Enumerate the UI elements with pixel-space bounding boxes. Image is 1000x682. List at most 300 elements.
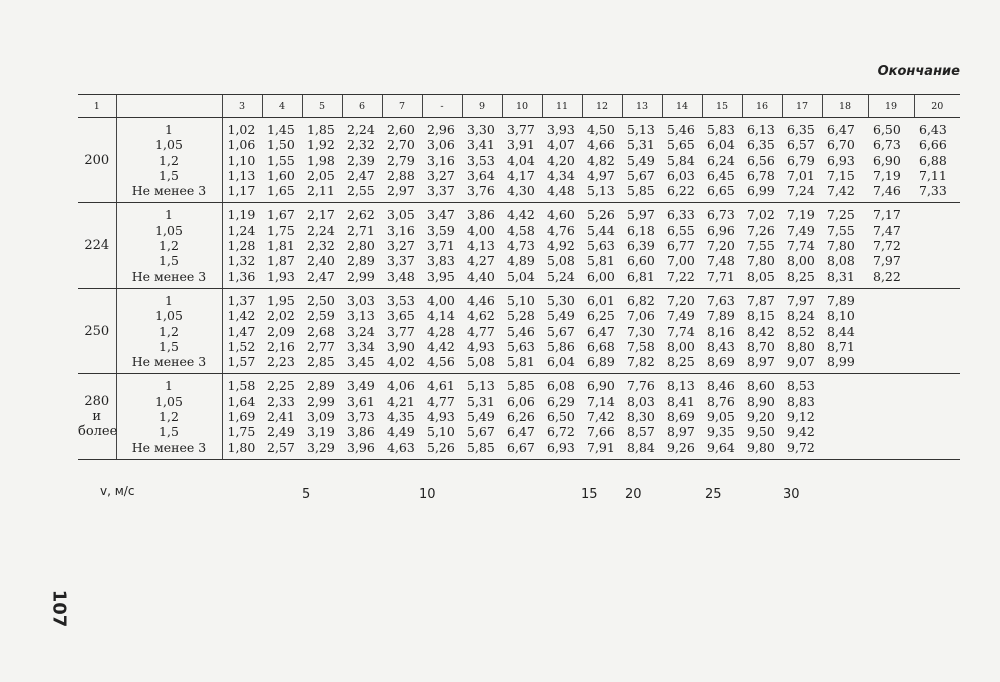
- power-value: 5,10: [507, 292, 535, 308]
- value-cell: [422, 374, 462, 459]
- power-value: 7,15: [827, 167, 855, 183]
- power-value: 9,72: [787, 439, 815, 455]
- power-value: 7,82: [627, 354, 655, 370]
- power-value: 8,84: [627, 439, 655, 455]
- power-value: 5,49: [547, 308, 575, 324]
- power-value: 6,68: [587, 338, 615, 354]
- power-value: 7,26: [747, 222, 775, 238]
- ratio-value: Не менее 3: [131, 268, 207, 284]
- power-value: 7,20: [667, 292, 695, 308]
- power-value: 7,30: [627, 323, 655, 339]
- power-value: 3,71: [427, 238, 455, 254]
- power-value: 6,50: [547, 409, 575, 425]
- power-value: 4,60: [547, 207, 575, 223]
- value-cell: [822, 118, 868, 203]
- value-cell: [868, 118, 914, 203]
- value-cell: [662, 203, 702, 288]
- value-cell: [914, 288, 960, 373]
- value-cell: [742, 118, 782, 203]
- value-cell: [702, 118, 742, 203]
- power-value: 2,25: [267, 378, 295, 394]
- power-value: 6,78: [747, 167, 775, 183]
- power-value: 5,67: [467, 424, 495, 440]
- power-value: 5,81: [587, 253, 615, 269]
- page-number: 107: [48, 589, 70, 628]
- column-header: 4: [262, 95, 302, 118]
- power-value: 7,01: [787, 167, 815, 183]
- power-value: 3,61: [347, 393, 375, 409]
- power-value: 3,41: [467, 137, 495, 153]
- power-value: 9,80: [747, 439, 775, 455]
- power-value: 5,28: [507, 308, 535, 324]
- value-cell: [782, 288, 822, 373]
- value-cell: [582, 288, 622, 373]
- power-value: 1,98: [307, 152, 335, 168]
- power-value: 5,86: [547, 338, 575, 354]
- power-value: 2,17: [307, 207, 335, 223]
- power-value: 3,13: [347, 308, 375, 324]
- ratio-value: 1: [165, 122, 173, 137]
- power-value: 6,99: [747, 183, 775, 199]
- ratio-value: 1: [165, 207, 173, 223]
- power-value: 7,49: [787, 222, 815, 238]
- power-value: 1,45: [267, 122, 295, 137]
- velocity-tick: 30: [783, 487, 800, 502]
- power-value: 1,02: [227, 122, 256, 137]
- power-value: 5,84: [667, 152, 695, 168]
- power-value: 5,83: [707, 122, 735, 137]
- power-value: 1,85: [307, 122, 335, 137]
- power-value: 3,48: [387, 268, 415, 284]
- power-value: 8,25: [667, 354, 695, 370]
- power-value: 6,90: [873, 152, 901, 168]
- power-value: 4,63: [387, 439, 415, 455]
- power-value: 6,33: [667, 207, 695, 223]
- power-value: 6,01: [587, 292, 615, 308]
- velocity-tick: 20: [625, 487, 642, 502]
- power-value: 1,60: [267, 167, 295, 183]
- power-value: 8,30: [627, 409, 655, 425]
- power-value: 2,05: [307, 167, 335, 183]
- power-value: 1,17: [227, 183, 256, 199]
- power-value: 6,60: [627, 253, 655, 269]
- value-cell: [222, 203, 262, 288]
- power-value: 7,19: [873, 167, 901, 183]
- power-value: 7,89: [707, 308, 735, 324]
- power-value: 6,66: [919, 137, 947, 153]
- power-value: 2,24: [347, 122, 375, 137]
- power-value: 2,33: [267, 393, 295, 409]
- velocity-tick: 25: [705, 487, 722, 502]
- value-cell: [342, 288, 382, 373]
- value-cell: [742, 203, 782, 288]
- power-value: 6,67: [507, 439, 535, 455]
- power-value: 2,80: [347, 238, 375, 254]
- power-value: 6,57: [787, 137, 815, 153]
- power-value: 3,83: [427, 253, 455, 269]
- column-header: 5: [302, 95, 342, 118]
- power-value: 2,70: [387, 137, 415, 153]
- power-value: 1,81: [267, 238, 295, 254]
- power-value: 3,37: [427, 183, 455, 199]
- power-value: 3,49: [347, 378, 375, 394]
- power-value: 2,16: [267, 338, 295, 354]
- power-value: 2,77: [307, 338, 335, 354]
- power-value: 1,69: [227, 409, 256, 425]
- column-header: 9: [462, 95, 502, 118]
- power-value: 7,49: [667, 308, 695, 324]
- power-value: 9,07: [787, 354, 815, 370]
- power-value: 8,42: [747, 323, 775, 339]
- power-value: 4,77: [427, 393, 455, 409]
- power-value: 3,65: [387, 308, 415, 324]
- power-value: 3,16: [387, 222, 415, 238]
- power-value: 1,80: [227, 439, 256, 455]
- column-header: 11: [542, 95, 582, 118]
- value-cell: [222, 118, 262, 203]
- power-value: 8,16: [707, 323, 735, 339]
- value-cell: [342, 374, 382, 459]
- value-cell: [742, 374, 782, 459]
- power-value: 6,73: [873, 137, 901, 153]
- power-value: 3,27: [427, 167, 455, 183]
- power-value: 7,06: [627, 308, 655, 324]
- power-value: 1,92: [307, 137, 335, 153]
- value-cell: [782, 118, 822, 203]
- power-value: 7,76: [627, 378, 655, 394]
- power-value: 1,52: [227, 338, 256, 354]
- power-value: 5,13: [467, 378, 495, 394]
- power-value: 2,79: [387, 152, 415, 168]
- power-value: 3,76: [467, 183, 495, 199]
- power-value: 1,67: [267, 207, 295, 223]
- power-value: 9,05: [707, 409, 735, 425]
- power-value: 3,24: [347, 323, 375, 339]
- power-value: 5,31: [467, 393, 495, 409]
- value-cell: [822, 288, 868, 373]
- power-value: 6,35: [787, 122, 815, 137]
- value-cell: [542, 288, 582, 373]
- value-cell: [542, 374, 582, 459]
- power-value: 6,93: [547, 439, 575, 455]
- power-value: 2,02: [267, 308, 295, 324]
- power-value: 1,13: [227, 167, 256, 183]
- power-value: 4,49: [387, 424, 415, 440]
- power-value: 7,74: [667, 323, 695, 339]
- power-value: 8,15: [747, 308, 775, 324]
- power-value: 8,97: [667, 424, 695, 440]
- power-value: 1,42: [227, 308, 256, 324]
- power-value: 5,30: [547, 292, 575, 308]
- power-value: 4,66: [587, 137, 615, 153]
- power-value: 4,30: [507, 183, 535, 199]
- value-cell: [622, 288, 662, 373]
- value-cell: [342, 203, 382, 288]
- power-value: 2,68: [307, 323, 335, 339]
- power-value: 7,91: [587, 439, 615, 455]
- power-value: 5,13: [627, 122, 655, 137]
- power-value: 6,65: [707, 183, 735, 199]
- power-value: 3,77: [507, 122, 535, 137]
- value-cell: [782, 203, 822, 288]
- power-value: 2,71: [347, 222, 375, 238]
- power-value: 2,32: [307, 238, 335, 254]
- data-table: [78, 94, 960, 460]
- velocity-axis: [78, 484, 960, 508]
- column-header: 3: [222, 95, 262, 118]
- power-value: 7,24: [787, 183, 815, 199]
- power-value: 2,89: [347, 253, 375, 269]
- power-value: 2,47: [347, 167, 375, 183]
- power-value: 9,12: [787, 409, 815, 425]
- power-value: 5,49: [627, 152, 655, 168]
- value-cell: [702, 203, 742, 288]
- power-value: 1,87: [267, 253, 295, 269]
- power-value: 6,77: [667, 238, 695, 254]
- power-value: 6,79: [787, 152, 815, 168]
- power-value: 6,45: [707, 167, 735, 183]
- power-value: 8,99: [827, 354, 855, 370]
- value-cell: [622, 374, 662, 459]
- power-value: 3,73: [347, 409, 375, 425]
- power-value: 7,87: [747, 292, 775, 308]
- value-cell: [262, 288, 302, 373]
- power-value: 6,73: [707, 207, 735, 223]
- value-cell: [742, 288, 782, 373]
- power-value: 5,46: [667, 122, 695, 137]
- power-value: 8,00: [787, 253, 815, 269]
- power-value: 3,09: [307, 409, 335, 425]
- power-value: 7,11: [919, 167, 947, 183]
- power-value: 4,42: [507, 207, 535, 223]
- power-value: 5,65: [667, 137, 695, 153]
- power-value: 7,48: [707, 253, 735, 269]
- power-value: 4,06: [387, 378, 415, 394]
- ratio-value: 1,2: [159, 238, 179, 254]
- power-value: 8,22: [873, 268, 901, 284]
- power-value: 4,97: [587, 167, 615, 183]
- power-value: 4,04: [507, 152, 535, 168]
- power-value: 3,45: [347, 354, 375, 370]
- power-value: 8,90: [747, 393, 775, 409]
- column-header: 10: [502, 95, 542, 118]
- ratio-cell: [116, 118, 222, 203]
- power-value: 3,93: [547, 122, 575, 137]
- value-cell: [422, 118, 462, 203]
- value-cell: [462, 288, 502, 373]
- power-value: 4,93: [467, 338, 495, 354]
- power-value: 5,46: [507, 323, 535, 339]
- table-row: [78, 374, 960, 459]
- power-value: 7,71: [707, 268, 735, 284]
- power-value: 7,80: [827, 238, 855, 254]
- power-value: 5,08: [547, 253, 575, 269]
- power-value: 9,35: [707, 424, 735, 440]
- power-value: 6,82: [627, 292, 655, 308]
- power-value: 5,44: [587, 222, 615, 238]
- velocity-label: v, м/с: [100, 484, 135, 498]
- value-cell: [382, 203, 422, 288]
- power-value: 4,56: [427, 354, 455, 370]
- power-value: 6,81: [627, 268, 655, 284]
- power-value: 7,97: [787, 292, 815, 308]
- value-cell: [914, 374, 960, 459]
- power-value: 1,37: [227, 292, 256, 308]
- value-cell: [868, 203, 914, 288]
- value-cell: [302, 118, 342, 203]
- power-value: 2,47: [307, 268, 335, 284]
- value-cell: [662, 118, 702, 203]
- power-value: 6,39: [627, 238, 655, 254]
- power-value: 6,22: [667, 183, 695, 199]
- value-cell: [542, 203, 582, 288]
- power-value: 3,53: [387, 292, 415, 308]
- power-value: 3,34: [347, 338, 375, 354]
- power-value: 8,03: [627, 393, 655, 409]
- power-value: 6,18: [627, 222, 655, 238]
- power-value: 6,88: [919, 152, 947, 168]
- power-value: 6,56: [747, 152, 775, 168]
- column-header: 14: [662, 95, 702, 118]
- value-cell: [914, 118, 960, 203]
- value-cell: [462, 374, 502, 459]
- power-value: 8,43: [707, 338, 735, 354]
- power-value: 5,97: [627, 207, 655, 223]
- power-value: 4,00: [427, 292, 455, 308]
- power-value: 7,02: [747, 207, 775, 223]
- power-value: 8,71: [827, 338, 855, 354]
- ratio-value: 1,5: [159, 167, 179, 183]
- power-value: 1,75: [267, 222, 295, 238]
- power-value: 1,32: [227, 253, 256, 269]
- power-value: 4,35: [387, 409, 415, 425]
- power-value: 6,04: [547, 354, 575, 370]
- power-value: 4,14: [427, 308, 455, 324]
- column-header: 18: [822, 95, 868, 118]
- value-cell: [262, 118, 302, 203]
- ratio-value: 1,2: [159, 152, 179, 168]
- power-value: 3,53: [467, 152, 495, 168]
- power-value: 9,26: [667, 439, 695, 455]
- ratio-value: Не менее 3: [131, 354, 207, 370]
- power-value: 1,50: [267, 137, 295, 153]
- power-value: 9,64: [707, 439, 735, 455]
- power-value: 7,66: [587, 424, 615, 440]
- value-cell: [422, 203, 462, 288]
- column-header: [116, 95, 222, 118]
- power-value: 6,47: [827, 122, 855, 137]
- power-value: 8,83: [787, 393, 815, 409]
- power-value: 4,58: [507, 222, 535, 238]
- value-cell: [582, 118, 622, 203]
- velocity-tick: 5: [302, 487, 311, 502]
- power-value: 4,73: [507, 238, 535, 254]
- power-value: 5,85: [627, 183, 655, 199]
- power-value: 8,80: [787, 338, 815, 354]
- column-header: 12: [582, 95, 622, 118]
- value-cell: [914, 203, 960, 288]
- ratio-value: Не менее 3: [131, 183, 207, 199]
- value-cell: [462, 203, 502, 288]
- velocity-tick: 15: [581, 487, 598, 502]
- power-value: 1,06: [227, 137, 256, 153]
- ratio-cell: [116, 203, 222, 288]
- value-cell: [582, 203, 622, 288]
- power-value: 1,19: [227, 207, 256, 223]
- power-value: 2,99: [347, 268, 375, 284]
- power-value: 6,06: [507, 393, 535, 409]
- power-value: 7,42: [827, 183, 855, 199]
- power-value: 2,62: [347, 207, 375, 223]
- header-row: [78, 95, 960, 118]
- power-value: 6,47: [587, 323, 615, 339]
- ratio-value: 1,2: [159, 323, 179, 339]
- power-value: 2,41: [267, 409, 295, 425]
- power-value: 3,59: [427, 222, 455, 238]
- power-value: 6,24: [707, 152, 735, 168]
- power-value: 2,32: [347, 137, 375, 153]
- power-value: 2,89: [307, 378, 335, 394]
- power-value: 5,10: [427, 424, 455, 440]
- power-value: 6,93: [827, 152, 855, 168]
- power-value: 6,04: [707, 137, 735, 153]
- power-value: 8,97: [747, 354, 775, 370]
- power-value: 4,40: [467, 268, 495, 284]
- power-value: 4,07: [547, 137, 575, 153]
- power-value: 2,40: [307, 253, 335, 269]
- power-value: 8,25: [787, 268, 815, 284]
- power-value: 8,24: [787, 308, 815, 324]
- power-value: 3,64: [467, 167, 495, 183]
- power-value: 2,99: [307, 393, 335, 409]
- power-value: 8,41: [667, 393, 695, 409]
- power-value: 7,14: [587, 393, 615, 409]
- power-value: 6,08: [547, 378, 575, 394]
- power-value: 7,58: [627, 338, 655, 354]
- power-value: 1,95: [267, 292, 295, 308]
- power-value: 5,63: [507, 338, 535, 354]
- power-value: 4,02: [387, 354, 415, 370]
- value-cell: [502, 118, 542, 203]
- power-value: 4,34: [547, 167, 575, 183]
- value-cell: [582, 374, 622, 459]
- ratio-value: 1,2: [159, 409, 179, 425]
- value-cell: [822, 203, 868, 288]
- power-value: 7,74: [787, 238, 815, 254]
- power-value: 2,09: [267, 323, 295, 339]
- power-value: 4,82: [587, 152, 615, 168]
- power-value: 6,96: [707, 222, 735, 238]
- power-value: 1,57: [227, 354, 256, 370]
- ratio-value: 1: [165, 378, 173, 394]
- ratio-value: 1,05: [155, 222, 183, 238]
- ratio-cell: [116, 374, 222, 459]
- power-value: 5,13: [587, 183, 615, 199]
- power-value: 4,27: [467, 253, 495, 269]
- column-header: 13: [622, 95, 662, 118]
- power-value: 6,55: [667, 222, 695, 238]
- power-value: 3,05: [387, 207, 415, 223]
- power-value: 7,47: [873, 222, 901, 238]
- power-value: 6,47: [507, 424, 535, 440]
- power-value: 5,31: [627, 137, 655, 153]
- value-cell: [262, 203, 302, 288]
- power-value: 3,77: [387, 323, 415, 339]
- power-value: 7,63: [707, 292, 735, 308]
- power-value: 8,44: [827, 323, 855, 339]
- column-header: 16: [742, 95, 782, 118]
- power-value: 3,03: [347, 292, 375, 308]
